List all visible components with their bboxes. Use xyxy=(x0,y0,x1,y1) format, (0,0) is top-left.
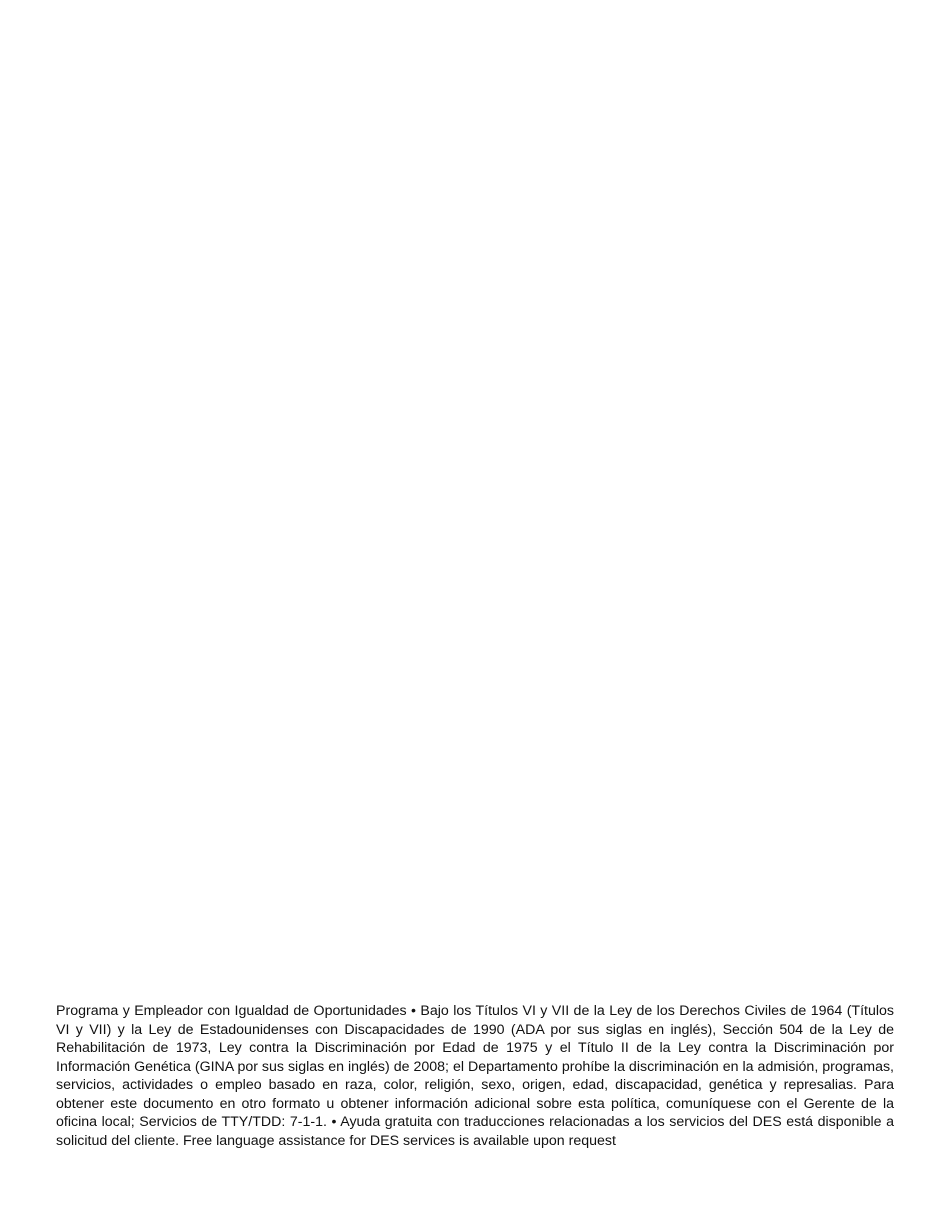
equal-opportunity-notice: Programa y Empleador con Igualdad de Oportunidades • Bajo los Títulos VI y VII de la Ley de los Derechos Civiles de 1964 (Títulos VI y VII) y la Ley de Estadounidenses con Discapacidades de 1990 (ADA por sus siglas en inglés), Sección 504 de la Ley de Rehabilitación de 1973, Ley contra la Discriminación por Edad de 1975 y el Título II de la Ley contra la Discriminación por Información Genética (GINA por sus siglas en inglés) de 2008; el Departamento prohíbe la discriminación en la admisión, programas, servicios, actividades o empleo basado en raza, color, religión, sexo, origen, edad, discapacidad, genética y represalias. Para obtener este documento en otro formato u obtener información adicional sobre esta política, comuníquese con el Gerente de la oficina local; Servicios de TTY/TDD: 7-1-1. • Ayuda gratuita con traducciones relacionadas a los servicios del DES está disponible a solicitud del cliente. Free language assistance for DES services is available upon request xyxy=(56,1003,894,1149)
